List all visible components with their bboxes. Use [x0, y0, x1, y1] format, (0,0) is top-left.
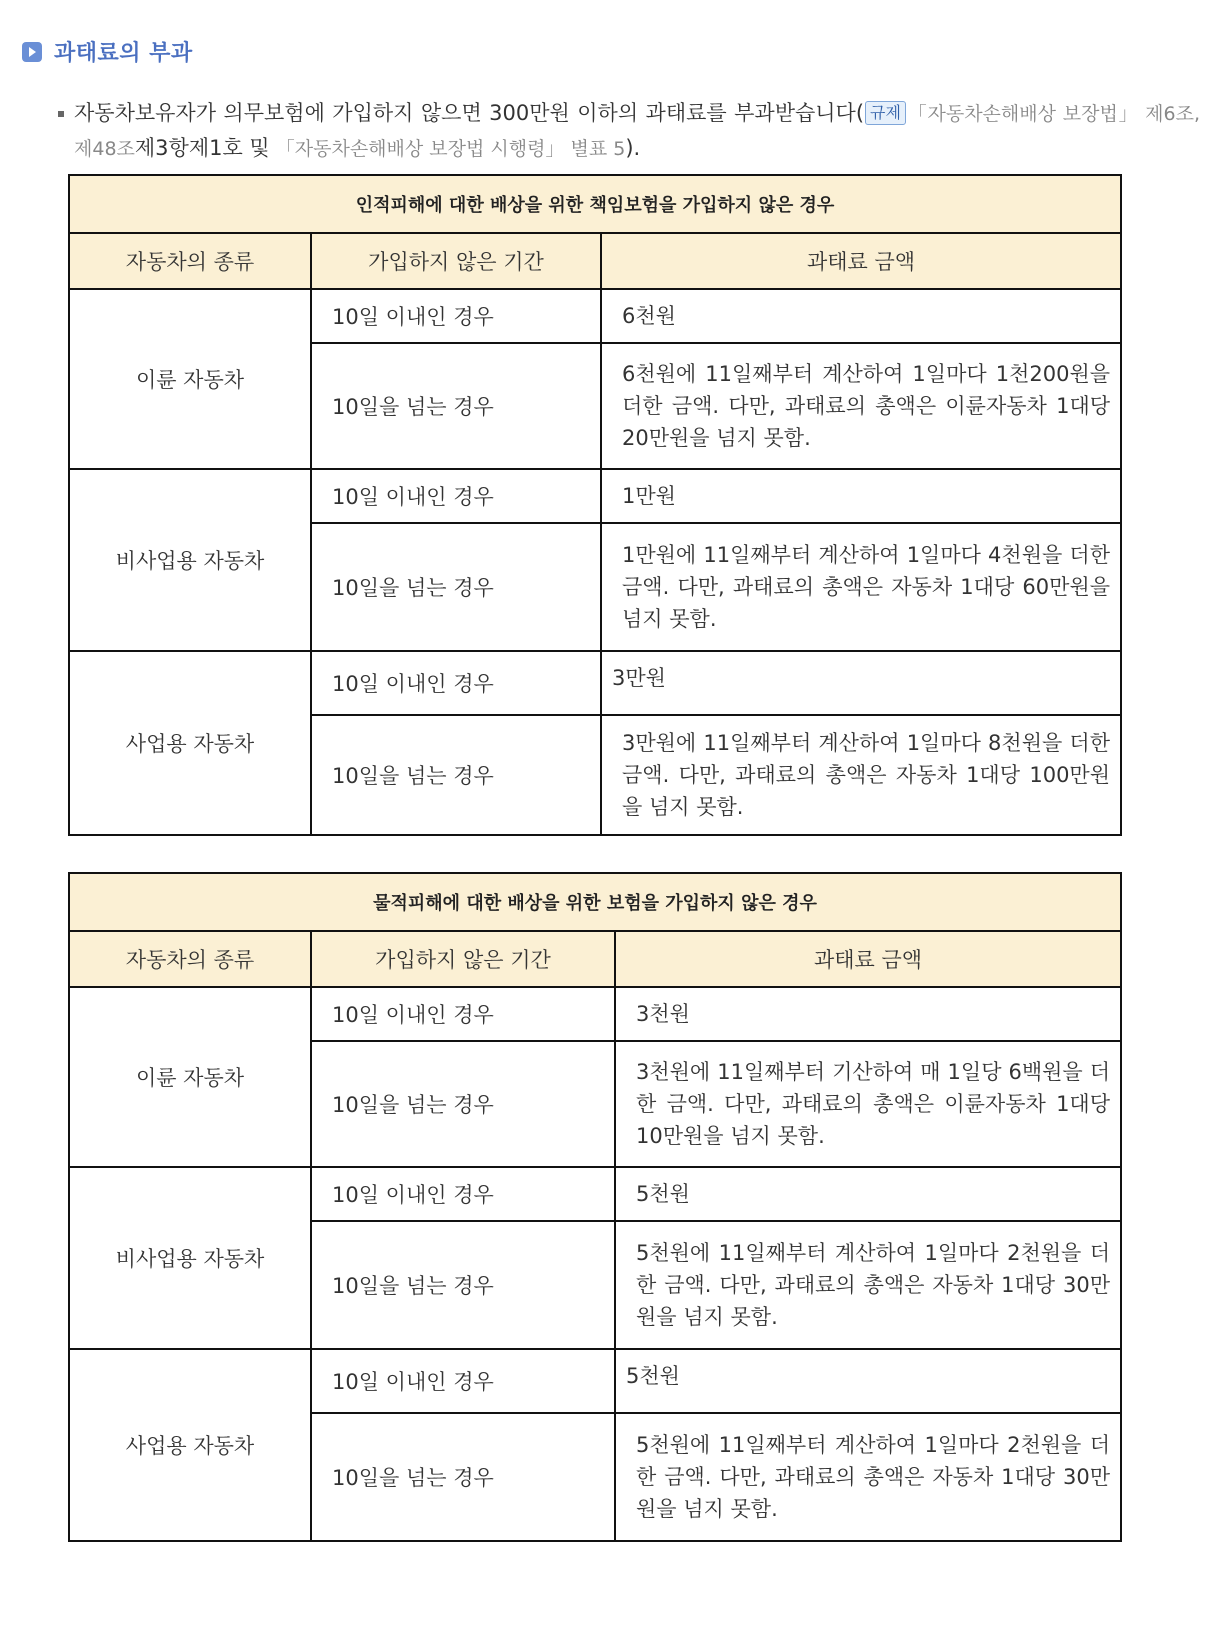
amount-cell: 5천원 [615, 1349, 1121, 1413]
amount-cell: 5천원에 11일째부터 계산하여 1일마다 2천원을 더한 금액. 다만, 과태료의 총액은 자동차 1대당 30만원을 넘지 못함. [615, 1221, 1121, 1349]
period-cell: 10일 이내인 경우 [311, 289, 601, 343]
amount-cell: 3만원 [601, 651, 1121, 715]
table-row [69, 651, 1121, 715]
table-row [69, 289, 1121, 343]
personal-injury-penalty-table [68, 174, 1122, 836]
amount-cell: 1만원 [601, 469, 1121, 523]
law-link-2[interactable]: 「자동차손해배상 보장법 시행령」 별표 5 [269, 138, 626, 160]
vehicle-kind-cell: 이륜 자동차 [69, 987, 311, 1167]
header-period: 가입하지 않은 기간 [311, 233, 601, 289]
table-caption: 인적피해에 대한 배상을 위한 책임보험을 가입하지 않은 경우 [69, 175, 1121, 233]
period-cell: 10일 이내인 경우 [311, 469, 601, 523]
period-cell: 10일을 넘는 경우 [311, 343, 601, 469]
amount-cell: 5천원 [615, 1167, 1121, 1221]
header-period: 가입하지 않은 기간 [311, 931, 615, 987]
property-damage-penalty-table [68, 872, 1122, 1542]
vehicle-kind-cell: 이륜 자동차 [69, 289, 311, 469]
amount-cell: 3천원 [615, 987, 1121, 1041]
regulation-badge[interactable]: 규제 [865, 101, 906, 125]
period-cell: 10일 이내인 경우 [311, 987, 615, 1041]
table-row [69, 1349, 1121, 1413]
period-cell: 10일을 넘는 경우 [311, 715, 601, 835]
intro-text [74, 96, 1200, 166]
header-vehicle-kind: 자동차의 종류 [69, 233, 311, 289]
law-link-1[interactable]: 「자동차손해배상 보장법」 제6조, 제48조 [74, 103, 1200, 160]
intro-text-before: 자동차보유자가 의무보험에 가입하지 않으면 300만원 이하의 과태료를 부과받습니다( [74, 101, 865, 125]
header-amount: 과태료 금액 [615, 931, 1121, 987]
vehicle-kind-cell: 사업용 자동차 [69, 651, 311, 835]
amount-cell: 3천원에 11일째부터 기산하여 매 1일당 6백원을 더한 금액. 다만, 과태료의 총액은 이륜자동차 1대당 10만원을 넘지 못함. [615, 1041, 1121, 1167]
play-arrow-icon [22, 42, 42, 62]
amount-cell: 6천원에 11일째부터 계산하여 1일마다 1천200원을 더한 금액. 다만, 과태료의 총액은 이륜자동차 1대당 20만원을 넘지 못함. [601, 343, 1121, 469]
amount-cell: 3만원에 11일째부터 계산하여 1일마다 8천원을 더한 금액. 다만, 과태료의 총액은 자동차 1대당 100만원을 넘지 못함. [601, 715, 1121, 835]
law-mid-text: 제3항제1호 및 [134, 136, 270, 160]
vehicle-kind-cell: 비사업용 자동차 [69, 469, 311, 651]
intro-text-after: ). [625, 136, 641, 160]
table-row [69, 1167, 1121, 1221]
table-row [69, 469, 1121, 523]
amount-cell: 5천원에 11일째부터 계산하여 1일마다 2천원을 더한 금액. 다만, 과태료의 총액은 자동차 1대당 30만원을 넘지 못함. [615, 1413, 1121, 1541]
amount-cell: 1만원에 11일째부터 계산하여 1일마다 4천원을 더한 금액. 다만, 과태료의 총액은 자동차 1대당 60만원을 넘지 못함. [601, 523, 1121, 651]
amount-cell: 6천원 [601, 289, 1121, 343]
period-cell: 10일을 넘는 경우 [311, 1221, 615, 1349]
period-cell: 10일을 넘는 경우 [311, 1041, 615, 1167]
section-title: 과태료의 부과 [54, 41, 193, 66]
intro-paragraph [58, 96, 1200, 166]
period-cell: 10일 이내인 경우 [311, 651, 601, 715]
vehicle-kind-cell: 비사업용 자동차 [69, 1167, 311, 1349]
period-cell: 10일 이내인 경우 [311, 1349, 615, 1413]
period-cell: 10일 이내인 경우 [311, 1167, 615, 1221]
bullet-icon [58, 111, 64, 117]
header-vehicle-kind: 자동차의 종류 [69, 931, 311, 987]
section-heading [22, 36, 193, 67]
header-amount: 과태료 금액 [601, 233, 1121, 289]
table-row [69, 987, 1121, 1041]
period-cell: 10일을 넘는 경우 [311, 523, 601, 651]
table-caption: 물적피해에 대한 배상을 위한 보험을 가입하지 않은 경우 [69, 873, 1121, 931]
period-cell: 10일을 넘는 경우 [311, 1413, 615, 1541]
vehicle-kind-cell: 사업용 자동차 [69, 1349, 311, 1541]
